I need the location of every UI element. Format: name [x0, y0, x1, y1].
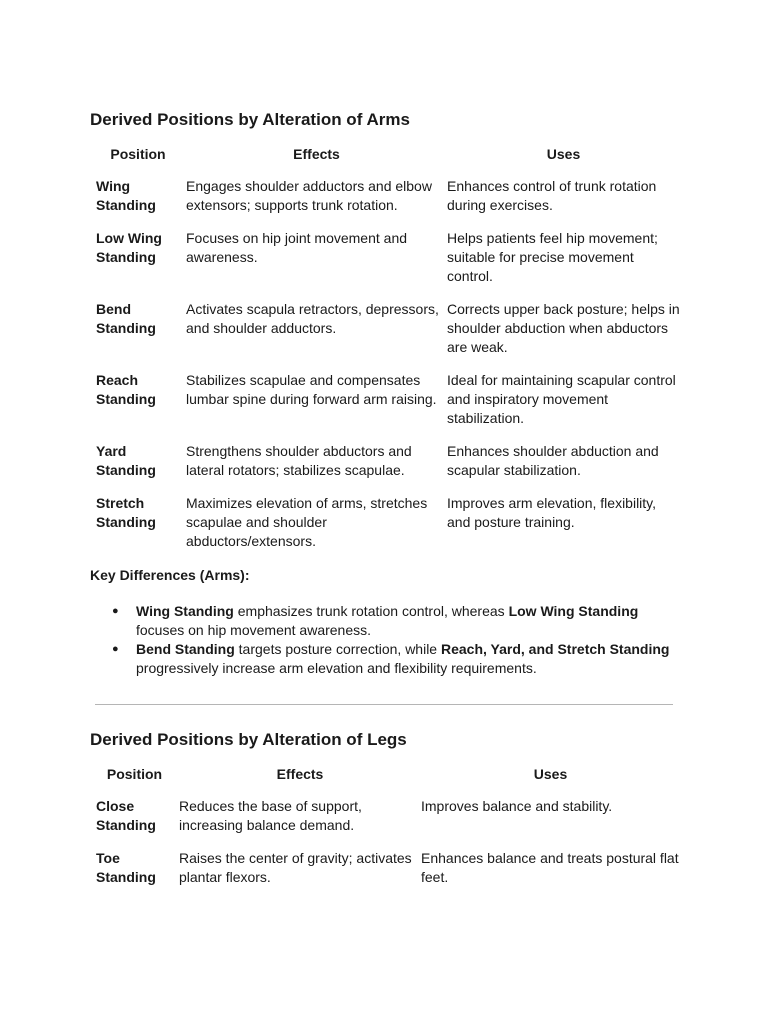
effects-cell: Focuses on hip joint movement and awareness. — [186, 230, 408, 265]
legs-section-title: Derived Positions by Alteration of Legs — [90, 730, 407, 749]
uses-cell: Helps patients feel hip movement; suitable for precise movement control. — [447, 230, 658, 284]
bullet-icon: ● — [112, 643, 119, 655]
bullet-text: targets posture correction, while — [234, 641, 441, 657]
bullet-text: focuses on hip movement awareness. — [136, 622, 372, 638]
table-row — [90, 177, 680, 229]
legs-table — [90, 765, 680, 901]
position-cell: Close Standing — [96, 798, 156, 833]
column-header-position: Position — [106, 766, 163, 782]
effects-cell: Reduces the base of support, increasing balance demand. — [179, 798, 362, 833]
column-header-effects: Effects — [276, 766, 324, 782]
effects-cell: Raises the center of gravity; activates plantar flexors. — [179, 850, 412, 885]
uses-cell: Corrects upper back posture; helps in shoulder abduction when abductors are weak. — [447, 301, 680, 355]
position-cell: Toe Standing — [96, 850, 156, 885]
key-differences-list — [110, 602, 670, 678]
position-cell: Wing Standing — [96, 178, 156, 213]
arms-section-title: Derived Positions by Alteration of Arms — [90, 110, 410, 129]
table-row — [90, 494, 680, 565]
bold-term: Reach, Yard, and Stretch Standing — [441, 641, 670, 657]
table-row — [90, 797, 680, 849]
uses-cell: Improves balance and stability. — [421, 798, 613, 814]
arms-table — [90, 145, 680, 565]
bold-term: Wing Standing — [136, 603, 234, 619]
uses-cell: Enhances shoulder abduction and scapular stabilization. — [447, 443, 659, 478]
column-header-position: Position — [110, 146, 166, 162]
column-header-uses: Uses — [533, 766, 568, 782]
position-cell: Bend Standing — [96, 301, 156, 336]
table-header-row — [90, 765, 680, 797]
key-differences-heading: Key Differences (Arms): — [90, 567, 250, 583]
uses-cell: Enhances control of trunk rotation during exercises. — [447, 178, 657, 213]
list-item — [110, 602, 670, 640]
position-cell: Reach Standing — [96, 372, 156, 407]
table-row — [90, 442, 680, 494]
bold-term: Bend Standing — [136, 641, 235, 657]
uses-cell: Enhances balance and treats postural flat feet. — [421, 850, 679, 885]
bullet-text: emphasizes trunk rotation control, whereas — [233, 603, 509, 619]
effects-cell: Maximizes elevation of arms, stretches scapulae and shoulder abductors/extensors. — [186, 495, 428, 549]
effects-cell: Activates scapula retractors, depressors, and shoulder adductors. — [186, 301, 439, 336]
uses-cell: Ideal for maintaining scapular control and inspiratory movement stabilization. — [447, 372, 676, 426]
bullet-text: progressively increase arm elevation and flexibility requirements. — [136, 660, 537, 676]
position-cell: Stretch Standing — [96, 495, 156, 530]
position-cell: Low Wing Standing — [96, 230, 162, 265]
list-item — [110, 640, 670, 678]
table-row — [90, 300, 680, 371]
bullet-icon: ● — [112, 605, 119, 617]
table-row — [90, 371, 680, 442]
table-row — [90, 849, 680, 901]
effects-cell: Strengthens shoulder abductors and lateral rotators; stabilizes scapulae. — [186, 443, 412, 478]
effects-cell: Engages shoulder adductors and elbow extensors; supports trunk rotation. — [186, 178, 432, 213]
section-divider — [95, 704, 673, 705]
position-cell: Yard Standing — [96, 443, 156, 478]
column-header-effects: Effects — [293, 146, 340, 162]
uses-cell: Improves arm elevation, flexibility, and posture training. — [447, 495, 657, 530]
column-header-uses: Uses — [546, 146, 581, 162]
table-header-row — [90, 145, 680, 177]
effects-cell: Stabilizes scapulae and compensates lumbar spine during forward arm raising. — [186, 372, 437, 407]
table-row — [90, 229, 680, 300]
bold-term: Low Wing Standing — [508, 603, 639, 619]
